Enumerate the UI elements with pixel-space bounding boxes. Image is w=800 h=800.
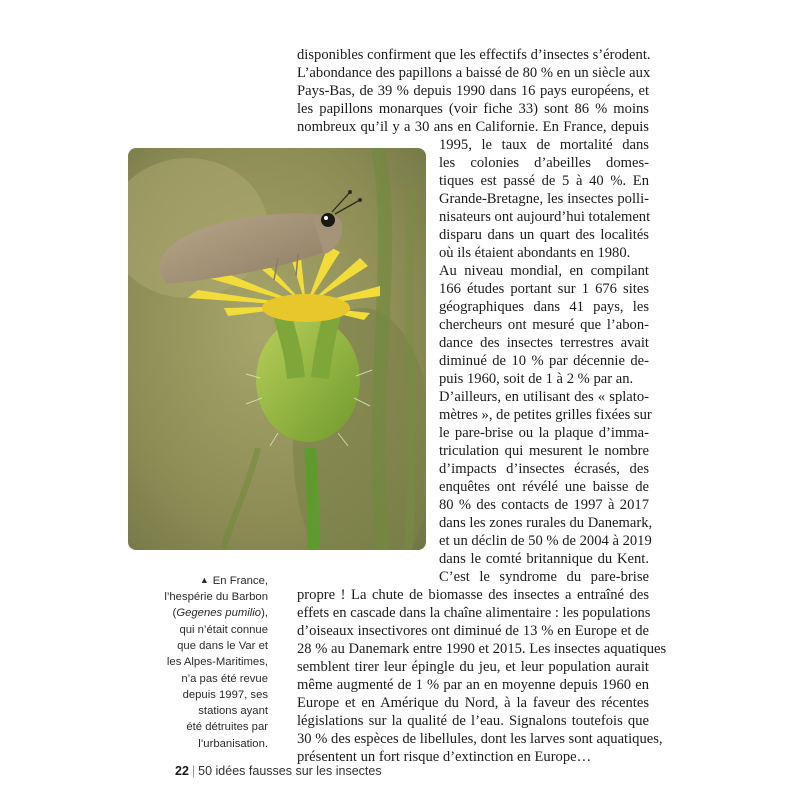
body-line: nisateurs ont aujourd’hui totalement (439, 209, 651, 225)
body-line: Pays-Bas, de 39 % depuis 1990 dans 16 pays européens, et (297, 83, 649, 99)
caption-line: que dans le Var et (177, 640, 268, 652)
body-line: enquêtes ont révélé une baisse de (439, 479, 649, 495)
body-line: nombreux qu’il y a 30 ans en Californie. En France, depuis (297, 119, 649, 135)
body-line: les colonies d’abeilles domes- (439, 155, 649, 171)
caption-line: depuis 1997, ses (182, 689, 268, 701)
body-line: effets en cascade dans la chaîne alimentaire : les populations (297, 605, 651, 621)
caption-line: les Alpes-Maritimes, (166, 656, 268, 668)
page-footer (175, 764, 382, 778)
body-line: disparu dans un quart des localités (439, 227, 649, 243)
body-line: semblent tirer leur épingle du jeu, et leur population aurait (297, 659, 649, 675)
body-line: triculation qui mesurent le nombre (439, 443, 649, 459)
body-line: tiques est passé de 5 à 40 %. En (439, 173, 649, 189)
body-line: disponibles confirment que les effectifs d’insectes s’érodent. (297, 47, 651, 63)
photo-skipper-butterfly-on-flower (128, 148, 426, 550)
body-line: et un déclin de 50 % de 2004 à 2019 (439, 533, 652, 549)
caption-line: n’a pas été revue (181, 673, 268, 685)
body-line: d’impacts d’insectes écrasés, des (439, 461, 649, 477)
body-line: dance des insectes terrestres avait (439, 335, 649, 351)
body-line: Au niveau mondial, en compilant (439, 263, 649, 279)
caption-line: l’hespérie du Barbon (164, 591, 268, 603)
body-line: 80 % des contacts de 1997 à 2017 (439, 497, 649, 513)
caption-line: (Gegenes pumilio), (172, 607, 268, 619)
body-line: diminué de 10 % par décennie de- (439, 353, 649, 369)
caption-line: qui n’était connue (179, 624, 268, 636)
caption-line: stations ayant (198, 705, 268, 717)
body-line: mètres », de petites grilles fixées sur (439, 407, 652, 423)
body-line: dans le comté britannique du Kent. (439, 551, 649, 567)
book-title: 50 idées fausses sur les insectes (198, 764, 382, 778)
body-line: 28 % au Danemark entre 1990 et 2015. Les insectes aquatiques (297, 641, 667, 657)
body-line: Europe et en Amérique du Nord, à la faveur des récentes (297, 695, 649, 711)
body-line: géographiques dans 41 pays, les (439, 299, 649, 315)
body-line: 30 % des espèces de libellules, dont les larves sont aquatiques, (297, 731, 663, 747)
body-line: les papillons monarques (voir fiche 33) sont 86 % moins (297, 101, 649, 117)
body-line: où ils étaient abondants en 1980. (439, 245, 631, 261)
footer-separator: | (191, 764, 196, 778)
body-line: même augmenté de 1 % par an en moyenne depuis 1960 en (297, 677, 649, 693)
body-line: Grande-Bretagne, les insectes polli- (439, 191, 649, 207)
body-line: chercheurs ont mesuré que l’abon- (439, 317, 649, 333)
body-line: 166 études portant sur 1 676 sites (439, 281, 649, 297)
body-line: L’abondance des papillons a baissé de 80 % en un siècle aux (297, 65, 651, 81)
body-line: dans les zones rurales du Danemark, (439, 515, 653, 531)
body-line: D’ailleurs, en utilisant des « splato- (439, 389, 649, 405)
body-line: 1995, le taux de mortalité dans (439, 137, 649, 153)
triangle-up-icon: ▲ (199, 575, 209, 585)
caption-line: été détruites par (186, 721, 268, 733)
body-line: le pare-brise ou la plaque d’imma- (439, 425, 649, 441)
body-line: d’oiseaux insectivores ont diminué de 13 % en Europe et de (297, 623, 649, 639)
body-line: présentent un fort risque d’extinction en Europe… (297, 749, 592, 765)
page-number: 22 (175, 764, 189, 778)
caption-line: ▲ En France, (199, 575, 268, 587)
caption-line: l’urbanisation. (198, 738, 268, 750)
body-line: propre ! La chute de biomasse des insectes a entraîné des (297, 587, 649, 603)
body-line: puis 1960, soit de 1 à 2 % par an. (439, 371, 634, 387)
species-name: Gegenes pumilio (176, 607, 262, 619)
body-line: C’est le syndrome du pare-brise (439, 569, 649, 585)
body-line: législations sur la qualité de l’eau. Signalons toutefois que (297, 713, 649, 729)
